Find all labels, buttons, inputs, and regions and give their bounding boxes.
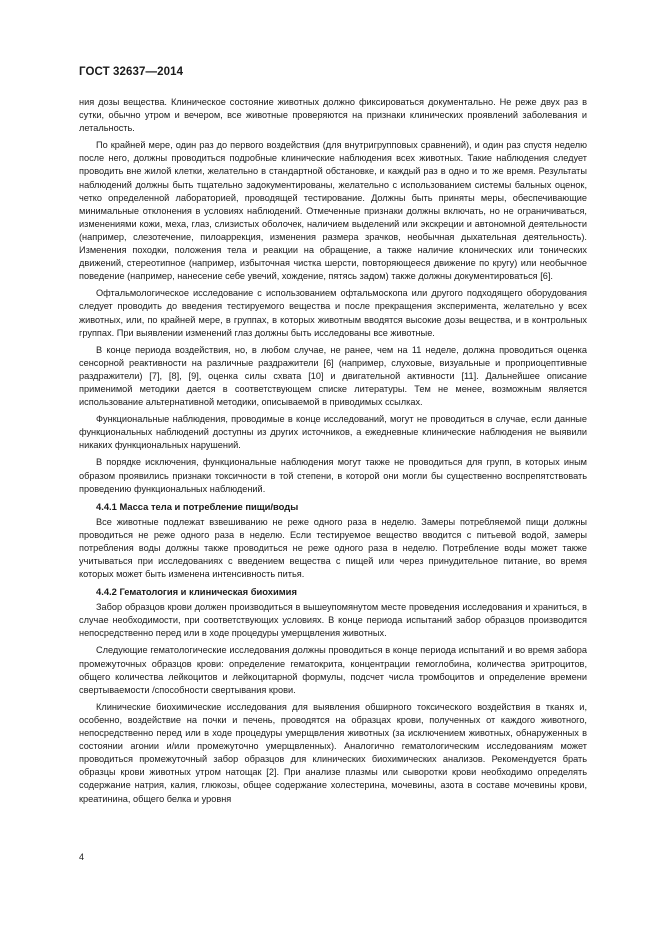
paragraph: Клинические биохимические исследования для выявления обширного токсического воздействия в тканях и, особенно, воздействие на почки и печень, проводятся на образцах крови, полученных от каждого животного, непосредственно перед или в ходе процедуры умерщвления животных (за исключением животных, обнаруженных в состоянии агонии и/или промежуточно умерщвленных). Аналогично гематологическим исследованиям может проводиться промежуточный забор образцов для клинических биохимических анализов. Рекомендуется брать образцы крови животных утром натощак [2]. При анализе плазмы или сыворотки крови необходимо определять содержание натрия, калия, глюкозы, общее содержание холестерина, мочевины, азота в составе мочевины крови, креатинина, общего белка и уровня [79, 701, 587, 804]
paragraph: По крайней мере, один раз до первого воздействия (для внутригрупповых сравнений), и один раз спустя неделю после него, должны проводиться подробные клинические наблюдения всех животных. Такие наблюдения следует проводить вне жилой клетки, желательно в стандартной обстановке, и каждый раз в одно и то же время. Результаты наблюдений должны быть тщательно задокументированы, желательно с использованием системы бальных оценок, четко определенной лабораторией, проводящей тестирование. Должны быть приняты меры, обеспечивающие минимальные отклонения в условиях наблюдений. Отмеченные признаки должны включать, но не ограничиваться, изменениями кожи, меха, глаз, слизистых оболочек, наличием выделений или экскреции и автономной деятельности (например, слезотечение, пилоаррекция, изменения размера зрачков, необычная дыхательная деятельность). Изменения походки, положения тела и реакции на обращение, а также наличие клонических или тонических движений, стереотипное (например, избыточная чистка шерсти, повторяющееся движение по кругу) или необычное поведение (например, нанесение себе увечий, хождение, пятясь задом) также должны документироваться [6]. [79, 140, 587, 282]
paragraph: В порядке исключения, функциональные наблюдения могут также не проводиться для групп, в которых иным образом проявились признаки токсичности в той степени, в которой они могли бы существенно воспрепятствовать проведению функциональных наблюдений. [79, 457, 587, 494]
section-heading-4-4-1: 4.4.1 Масса тела и потребление пищи/воды [96, 500, 299, 512]
paragraph: Офтальмологическое исследование с использованием офтальмоскопа или другого подходящего оборудования следует проводить до введения тестируемого вещества и после прекращения эксперимента, желательно у всех животных, или, по крайней мере, в группах, в которых животным вводятся высокие дозы вещества, и в контрольных группах. При выявлении изменений глаз должны быть исследованы все животные. [79, 288, 587, 338]
document-header: ГОСТ 32637—2014 [79, 66, 184, 78]
paragraph: Функциональные наблюдения, проводимые в конце исследований, могут не проводиться в случае, если данные функциональных наблюдений доступны из других источников, а ежедневные клинические наблюдения не выявили никаких функциональных нарушений. [79, 414, 587, 451]
document-body [79, 96, 587, 810]
paragraph: Все животные подлежат взвешиванию не реже одного раза в неделю. Замеры потребляемой пищи должны проводиться не реже одного раза в неделю. Если тестируемое вещество вводится с питьевой водой, замеры потребления воды должны также проводиться не реже одного раза в неделю. Потребление воды может также учитываться при исследованиях с введением вещества с пищей или через принудительное питание, во время которых может быть изменена интенсивность питья. [79, 516, 587, 580]
paragraph: В конце периода воздействия, но, в любом случае, не ранее, чем на 11 неделе, должна проводиться оценка сенсорной реактивности на различные раздражители [6] (например, слуховые, визуальные и проприоцептивные раздражители) [7], [8], [9], оценка силы схвата [10] и двигательной активности [11]. Дальнейшее описание применимой методики дается в соответствующем списке литературы. Тем не менее, возможным является использование альтернативной методики, описываемой в приводимых ссылках. [79, 344, 587, 408]
section-heading-4-4-2: 4.4.2 Гематология и клиническая биохимия [96, 586, 297, 598]
page-number: 4 [79, 852, 85, 862]
paragraph: Следующие гематологические исследования должны проводиться в конце периода испытаний и во время забора промежуточных образцов крови: определение гематокрита, концентрации гемоглобина, количества эритроцитов, общего количества лейкоцитов и лейкоцитарной формулы, подсчет числа тромбоцитов и определение времени свертываемости /способности свертывания крови. [79, 645, 587, 695]
paragraph: ния дозы вещества. Клиническое состояние животных должно фиксироваться документально. Не реже двух раз в сутки, обычно утром и вечером, все животные проверяются на признаки клинических проявлений заболевания и летальность. [79, 97, 587, 134]
paragraph: Забор образцов крови должен производиться в вышеупомянутом месте проведения исследования и храниться, в случае необходимости, при соответствующих условиях. В конце периода испытаний забор образцов производится непосредственно перед или в ходе процедуры умерщвления животных. [79, 602, 587, 639]
